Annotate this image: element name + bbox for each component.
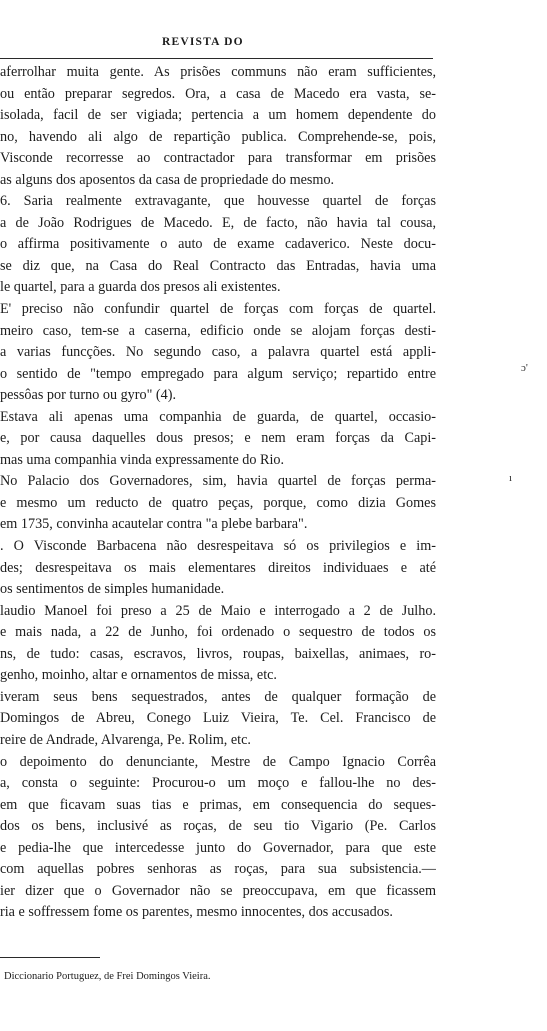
footnote-rule [0,957,100,958]
text-line: o affirma positivamente o auto de exame cadaverico. Neste docu- [0,236,436,253]
text-line: aferrolhar muita gente. As prisões communs não eram sufficientes, [0,64,436,80]
text-line: laudio Manoel foi preso a 25 de Maio e interrogado a 2 de Julho. [0,602,436,619]
text-line: des; desrespeitava os mais elementares direitos individuaes e até [0,559,436,576]
text-line: genho, moinho, altar e ornamentos de missa, etc. [0,667,277,684]
text-line: a de João Rodrigues de Macedo. E, de facto, não havia tal cousa, [0,214,436,231]
header-rule [0,58,433,59]
text-line: o sentido de "tempo empregado para algum serviço; repartido entre [0,365,436,382]
text-line: le quartel, para a guarda dos presos ali existentes. [0,279,281,296]
text-line: e pedia-lhe que intercedesse junto do Governador, para que este [0,839,436,856]
text-line: iveram seus bens sequestrados, antes de qualquer formação de [0,688,436,705]
body-text [0,62,436,924]
footnote: Diccionario Portuguez, de Frei Domingos Vieira. [4,971,211,982]
text-line: pessôas por turno ou gyro" (4). [0,387,177,404]
text-line: . O Visconde Barbacena não desrespeitava só os privilegios e im- [0,538,436,555]
text-line: ou então preparar segredos. Ora, a casa de Macedo era vasta, se- [0,85,436,102]
text-line: em 1735, convinha acautelar contra "a plebe barbara". [0,516,308,533]
text-line: reire de Andrade, Alvarenga, Pe. Rolim, etc. [0,731,251,748]
text-line: Visconde recorresse ao contractador para transformar em prisões [0,150,436,167]
text-line: e mais nada, a 22 de Junho, foi ordenado o sequestro de todos os [0,624,436,641]
text-line: e, por causa daquelles dous presos; e nem eram forças da Capi- [0,430,436,447]
text-line: E' preciso não confundir quartel de forças com forças de quartel. [0,301,436,318]
text-line: mas uma companhia vinda expressamente do Rio. [0,451,285,468]
text-line: o depoimento do denunciante, Mestre de Campo Ignacio Corrêa [0,753,436,770]
text-line: os sentimentos de simples humanidade. [0,581,225,598]
text-line: dos os bens, inclusivé as roças, de seu tio Vigario (Pe. Carlos [0,818,436,835]
text-line: no, havendo ali algo de repartição publica. Comprehende-se, pois, [0,128,436,145]
text-line: em que ficavam suas tias e primas, em consequencia do seques- [0,796,436,813]
text-line: as alguns dos aposentos da casa de propriedade do mesmo. [0,171,335,188]
text-line: isolada, facil de ser vigiada; pertencia a um homem dependente do [0,107,436,124]
text-line: se diz que, na Casa do Real Contracto das Entradas, havia uma [0,257,436,274]
text-line: ria e soffressem fome os parentes, mesmo innocentes, dos accusados. [0,904,393,921]
text-line: ns, de tudo: casas, escravos, livros, roupas, baixellas, animaes, ro- [0,645,436,662]
text-line: Estava ali apenas uma companhia de guarda, de quartel, occasio- [0,408,436,425]
text-line: ier dizer que o Governador não se preoccupava, em que ficassem [0,882,436,899]
text-line: Domingos de Abreu, Conego Luiz Vieira, Te. Cel. Francisco de [0,710,436,727]
text-line: e mesmo um reducto de quatro peças, porque, como dizia Gomes [0,494,436,511]
text-line: meiro caso, tem-se a caserna, edificio onde se alojam forças desti- [0,322,436,339]
text-line: a varias funcções. No segundo caso, a palavra quartel está appli- [0,344,436,361]
margin-mark: ɔ' [521,362,528,374]
text-line: 6. Saria realmente extravagante, que houvesse quartel de forças [0,193,436,210]
running-header-title: REVISTA DO [162,36,244,48]
text-line: No Palacio dos Governadores, sim, havia quartel de forças perma- [0,473,436,490]
text-line: a, consta o seguinte: Procurou-o um moço e fallou-lhe no des- [0,775,436,792]
margin-mark: ı [509,472,513,484]
text-line: com aquellas pobres senhoras as roças, para sua subsistencia.— [0,861,436,878]
